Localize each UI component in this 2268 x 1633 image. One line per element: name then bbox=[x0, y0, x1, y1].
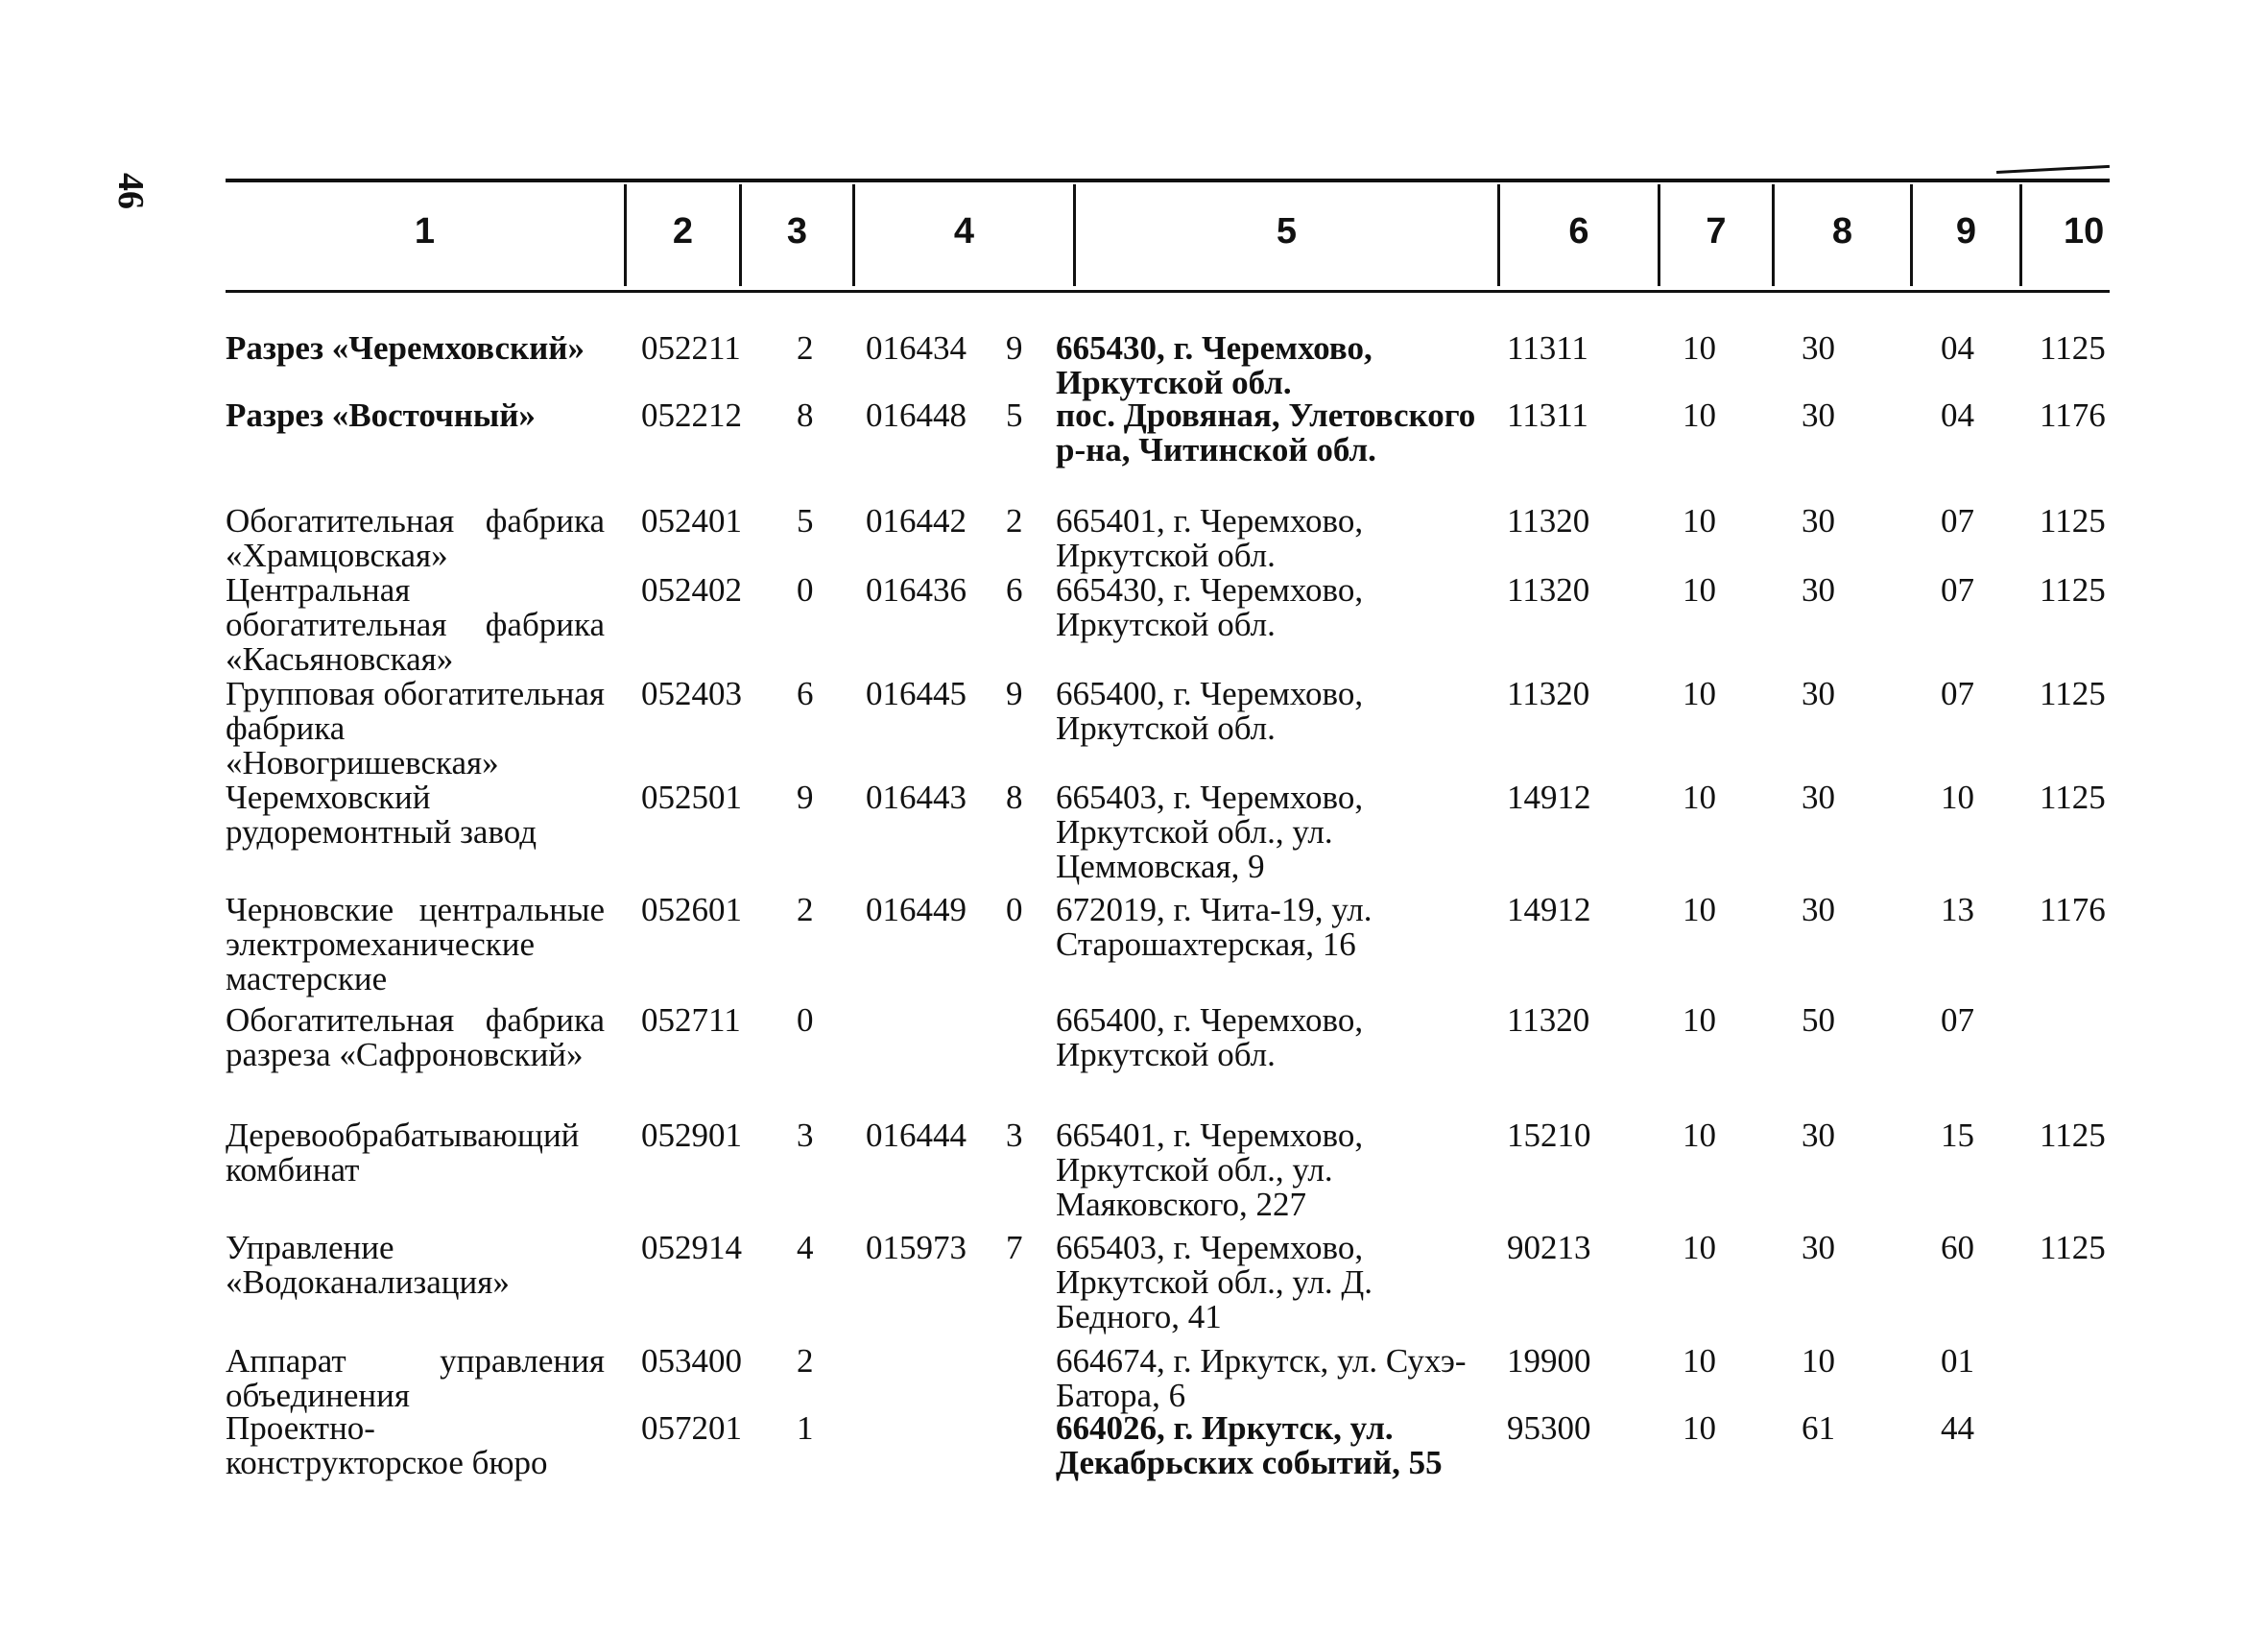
row-col6: 11320 bbox=[1507, 675, 1590, 712]
row-name: Управление «Водоканализация» bbox=[226, 1229, 510, 1301]
row-col6: 11320 bbox=[1507, 1001, 1590, 1039]
row-col3: 3 bbox=[797, 1117, 814, 1154]
row-col3: 2 bbox=[797, 1342, 814, 1380]
row-col3: 1 bbox=[797, 1409, 814, 1447]
row-col4: 015973 bbox=[866, 1229, 967, 1266]
row-col10: 1176 bbox=[2040, 891, 2106, 928]
row-col8: 30 bbox=[1802, 502, 1835, 540]
row-name: Черемховский рудоремонтный завод bbox=[226, 779, 537, 851]
row-col7: 10 bbox=[1683, 1001, 1716, 1039]
column-header-9: 9 bbox=[1955, 211, 1977, 252]
row-col10: 1125 bbox=[2040, 1229, 2106, 1266]
row-col9: 04 bbox=[1941, 396, 1974, 434]
row-col4: 016448 bbox=[866, 396, 967, 434]
row-col3: 8 bbox=[797, 396, 814, 434]
row-col2: 052914 bbox=[641, 1229, 742, 1266]
row-col4: 016443 bbox=[866, 779, 967, 816]
row-col4-check: 9 bbox=[1006, 675, 1023, 712]
row-name: Разрез «Черемховский» bbox=[226, 329, 585, 367]
row-col7: 10 bbox=[1683, 396, 1716, 434]
row-col8: 30 bbox=[1802, 891, 1835, 928]
row-col2: 052403 bbox=[641, 675, 742, 712]
page-number: 46 bbox=[110, 173, 151, 209]
row-col10: 1125 bbox=[2040, 329, 2106, 367]
column-header-5: 5 bbox=[1276, 211, 1298, 252]
row-col4-check: 8 bbox=[1006, 779, 1023, 816]
row-col9: 44 bbox=[1941, 1409, 1974, 1447]
row-col10: 1125 bbox=[2040, 571, 2106, 609]
row-name: Обогатительная фабрика «Храмцовская» bbox=[226, 502, 605, 574]
row-col8: 30 bbox=[1802, 396, 1835, 434]
column-header-1: 1 bbox=[414, 211, 436, 252]
row-col9: 07 bbox=[1941, 1001, 1974, 1039]
row-col2: 052401 bbox=[641, 502, 742, 540]
row-col7: 10 bbox=[1683, 1117, 1716, 1154]
column-header-10: 10 bbox=[2064, 211, 2105, 252]
column-header-7: 7 bbox=[1706, 211, 1727, 252]
row-col6: 95300 bbox=[1507, 1409, 1591, 1447]
column-header-3: 3 bbox=[786, 211, 808, 252]
row-col7: 10 bbox=[1683, 675, 1716, 712]
row-col8: 30 bbox=[1802, 1229, 1835, 1266]
row-col2: 052501 bbox=[641, 779, 742, 816]
row-col4: 016445 bbox=[866, 675, 967, 712]
row-col4-check: 2 bbox=[1006, 502, 1023, 540]
row-col2: 052711 bbox=[641, 1001, 741, 1039]
row-col4: 016444 bbox=[866, 1117, 967, 1154]
row-address: 665403, г. Черемхово, Иркутской обл., ул. Цеммовская, 9 bbox=[1056, 779, 1364, 885]
row-col4: 016442 bbox=[866, 502, 967, 540]
row-name: Аппарат управления объединения bbox=[226, 1342, 605, 1414]
row-col10: 1125 bbox=[2040, 502, 2106, 540]
row-col6: 11311 bbox=[1507, 396, 1588, 434]
row-col9: 04 bbox=[1941, 329, 1974, 367]
row-name: Обогатительная фабрика разреза «Сафроновский» bbox=[226, 1001, 605, 1073]
row-col7: 10 bbox=[1683, 571, 1716, 609]
row-col10: 1125 bbox=[2040, 675, 2106, 712]
row-col3: 4 bbox=[797, 1229, 814, 1266]
row-col8: 61 bbox=[1802, 1409, 1835, 1447]
row-col3: 6 bbox=[797, 675, 814, 712]
row-col4-check: 3 bbox=[1006, 1117, 1023, 1154]
row-col8: 30 bbox=[1802, 571, 1835, 609]
row-col10: 1176 bbox=[2040, 396, 2106, 434]
row-col10: 1125 bbox=[2040, 779, 2106, 816]
row-col6: 19900 bbox=[1507, 1342, 1591, 1380]
row-address: 665430, г. Черемхово, Иркутской обл. bbox=[1056, 329, 1373, 401]
column-header-8: 8 bbox=[1831, 211, 1853, 252]
row-col8: 30 bbox=[1802, 779, 1835, 816]
row-address: 665400, г. Черемхово, Иркутской обл. bbox=[1056, 675, 1364, 747]
row-col9: 01 bbox=[1941, 1342, 1974, 1380]
row-col7: 10 bbox=[1683, 779, 1716, 816]
row-col2: 052402 bbox=[641, 571, 742, 609]
row-address: 665403, г. Черемхово, Иркутской обл., ул. Д. Бедного, 41 bbox=[1056, 1229, 1373, 1335]
row-col6: 11311 bbox=[1507, 329, 1588, 367]
row-col3: 0 bbox=[797, 1001, 814, 1039]
row-name: Проектно-конструкторское бюро bbox=[226, 1409, 548, 1481]
row-col4: 016434 bbox=[866, 329, 967, 367]
row-col9: 60 bbox=[1941, 1229, 1974, 1266]
row-col8: 30 bbox=[1802, 1117, 1835, 1154]
row-name: Черновские центральные электромеханические мастерские bbox=[226, 891, 605, 997]
row-col2: 057201 bbox=[641, 1409, 742, 1447]
row-col4: 016449 bbox=[866, 891, 967, 928]
row-col7: 10 bbox=[1683, 329, 1716, 367]
row-col8: 30 bbox=[1802, 675, 1835, 712]
row-col7: 10 bbox=[1683, 891, 1716, 928]
row-address: 664674, г. Иркутск, ул. Сухэ-Батора, 6 bbox=[1056, 1342, 1467, 1414]
row-col2: 052601 bbox=[641, 891, 742, 928]
row-col9: 10 bbox=[1941, 779, 1974, 816]
row-address: 665400, г. Черемхово, Иркутской обл. bbox=[1056, 1001, 1364, 1073]
row-col6: 14912 bbox=[1507, 891, 1591, 928]
row-col3: 2 bbox=[797, 891, 814, 928]
column-header-2: 2 bbox=[672, 211, 694, 252]
row-name: Центральная обогатительная фабрика «Касьяновская» bbox=[226, 571, 605, 678]
row-col3: 2 bbox=[797, 329, 814, 367]
row-col3: 5 bbox=[797, 502, 814, 540]
row-col2: 052212 bbox=[641, 396, 742, 434]
row-col4-check: 9 bbox=[1006, 329, 1023, 367]
row-col9: 07 bbox=[1941, 502, 1974, 540]
row-col8: 30 bbox=[1802, 329, 1835, 367]
row-col7: 10 bbox=[1683, 1409, 1716, 1447]
row-col4: 016436 bbox=[866, 571, 967, 609]
row-col3: 0 bbox=[797, 571, 814, 609]
row-col10: 1125 bbox=[2040, 1117, 2106, 1154]
row-col2: 052211 bbox=[641, 329, 741, 367]
row-col4-check: 7 bbox=[1006, 1229, 1023, 1266]
row-col4-check: 5 bbox=[1006, 396, 1023, 434]
row-address: пос. Дровяная, Улетовского р-на, Читинской обл. bbox=[1056, 396, 1476, 468]
row-col9: 15 bbox=[1941, 1117, 1974, 1154]
row-name: Разрез «Восточный» bbox=[226, 396, 536, 434]
row-col8: 50 bbox=[1802, 1001, 1835, 1039]
row-col9: 13 bbox=[1941, 891, 1974, 928]
row-col7: 10 bbox=[1683, 1229, 1716, 1266]
row-col8: 10 bbox=[1802, 1342, 1835, 1380]
row-col6: 11320 bbox=[1507, 571, 1590, 609]
row-address: 664026, г. Иркутск, ул. Декабрьских событий, 55 bbox=[1056, 1409, 1443, 1481]
row-col4-check: 0 bbox=[1006, 891, 1023, 928]
row-col9: 07 bbox=[1941, 675, 1974, 712]
row-col6: 14912 bbox=[1507, 779, 1591, 816]
column-header-4: 4 bbox=[953, 211, 975, 252]
column-header-6: 6 bbox=[1568, 211, 1589, 252]
row-col6: 90213 bbox=[1507, 1229, 1591, 1266]
row-col9: 07 bbox=[1941, 571, 1974, 609]
row-col2: 053400 bbox=[641, 1342, 742, 1380]
row-col3: 9 bbox=[797, 779, 814, 816]
row-col6: 15210 bbox=[1507, 1117, 1591, 1154]
row-name: Деревообрабатывающий комбинат bbox=[226, 1117, 580, 1189]
row-col7: 10 bbox=[1683, 1342, 1716, 1380]
row-address: 665430, г. Черемхово, Иркутской обл. bbox=[1056, 571, 1364, 643]
row-address: 672019, г. Чита-19, ул. Старошахтерская, 16 bbox=[1056, 891, 1373, 963]
row-address: 665401, г. Черемхово, Иркутской обл. bbox=[1056, 502, 1364, 574]
row-col6: 11320 bbox=[1507, 502, 1590, 540]
row-name: Групповая обогатительная фабрика «Новогришевская» bbox=[226, 675, 605, 781]
row-col7: 10 bbox=[1683, 502, 1716, 540]
row-col2: 052901 bbox=[641, 1117, 742, 1154]
row-address: 665401, г. Черемхово, Иркутской обл., ул. Маяковского, 227 bbox=[1056, 1117, 1364, 1223]
row-col4-check: 6 bbox=[1006, 571, 1023, 609]
